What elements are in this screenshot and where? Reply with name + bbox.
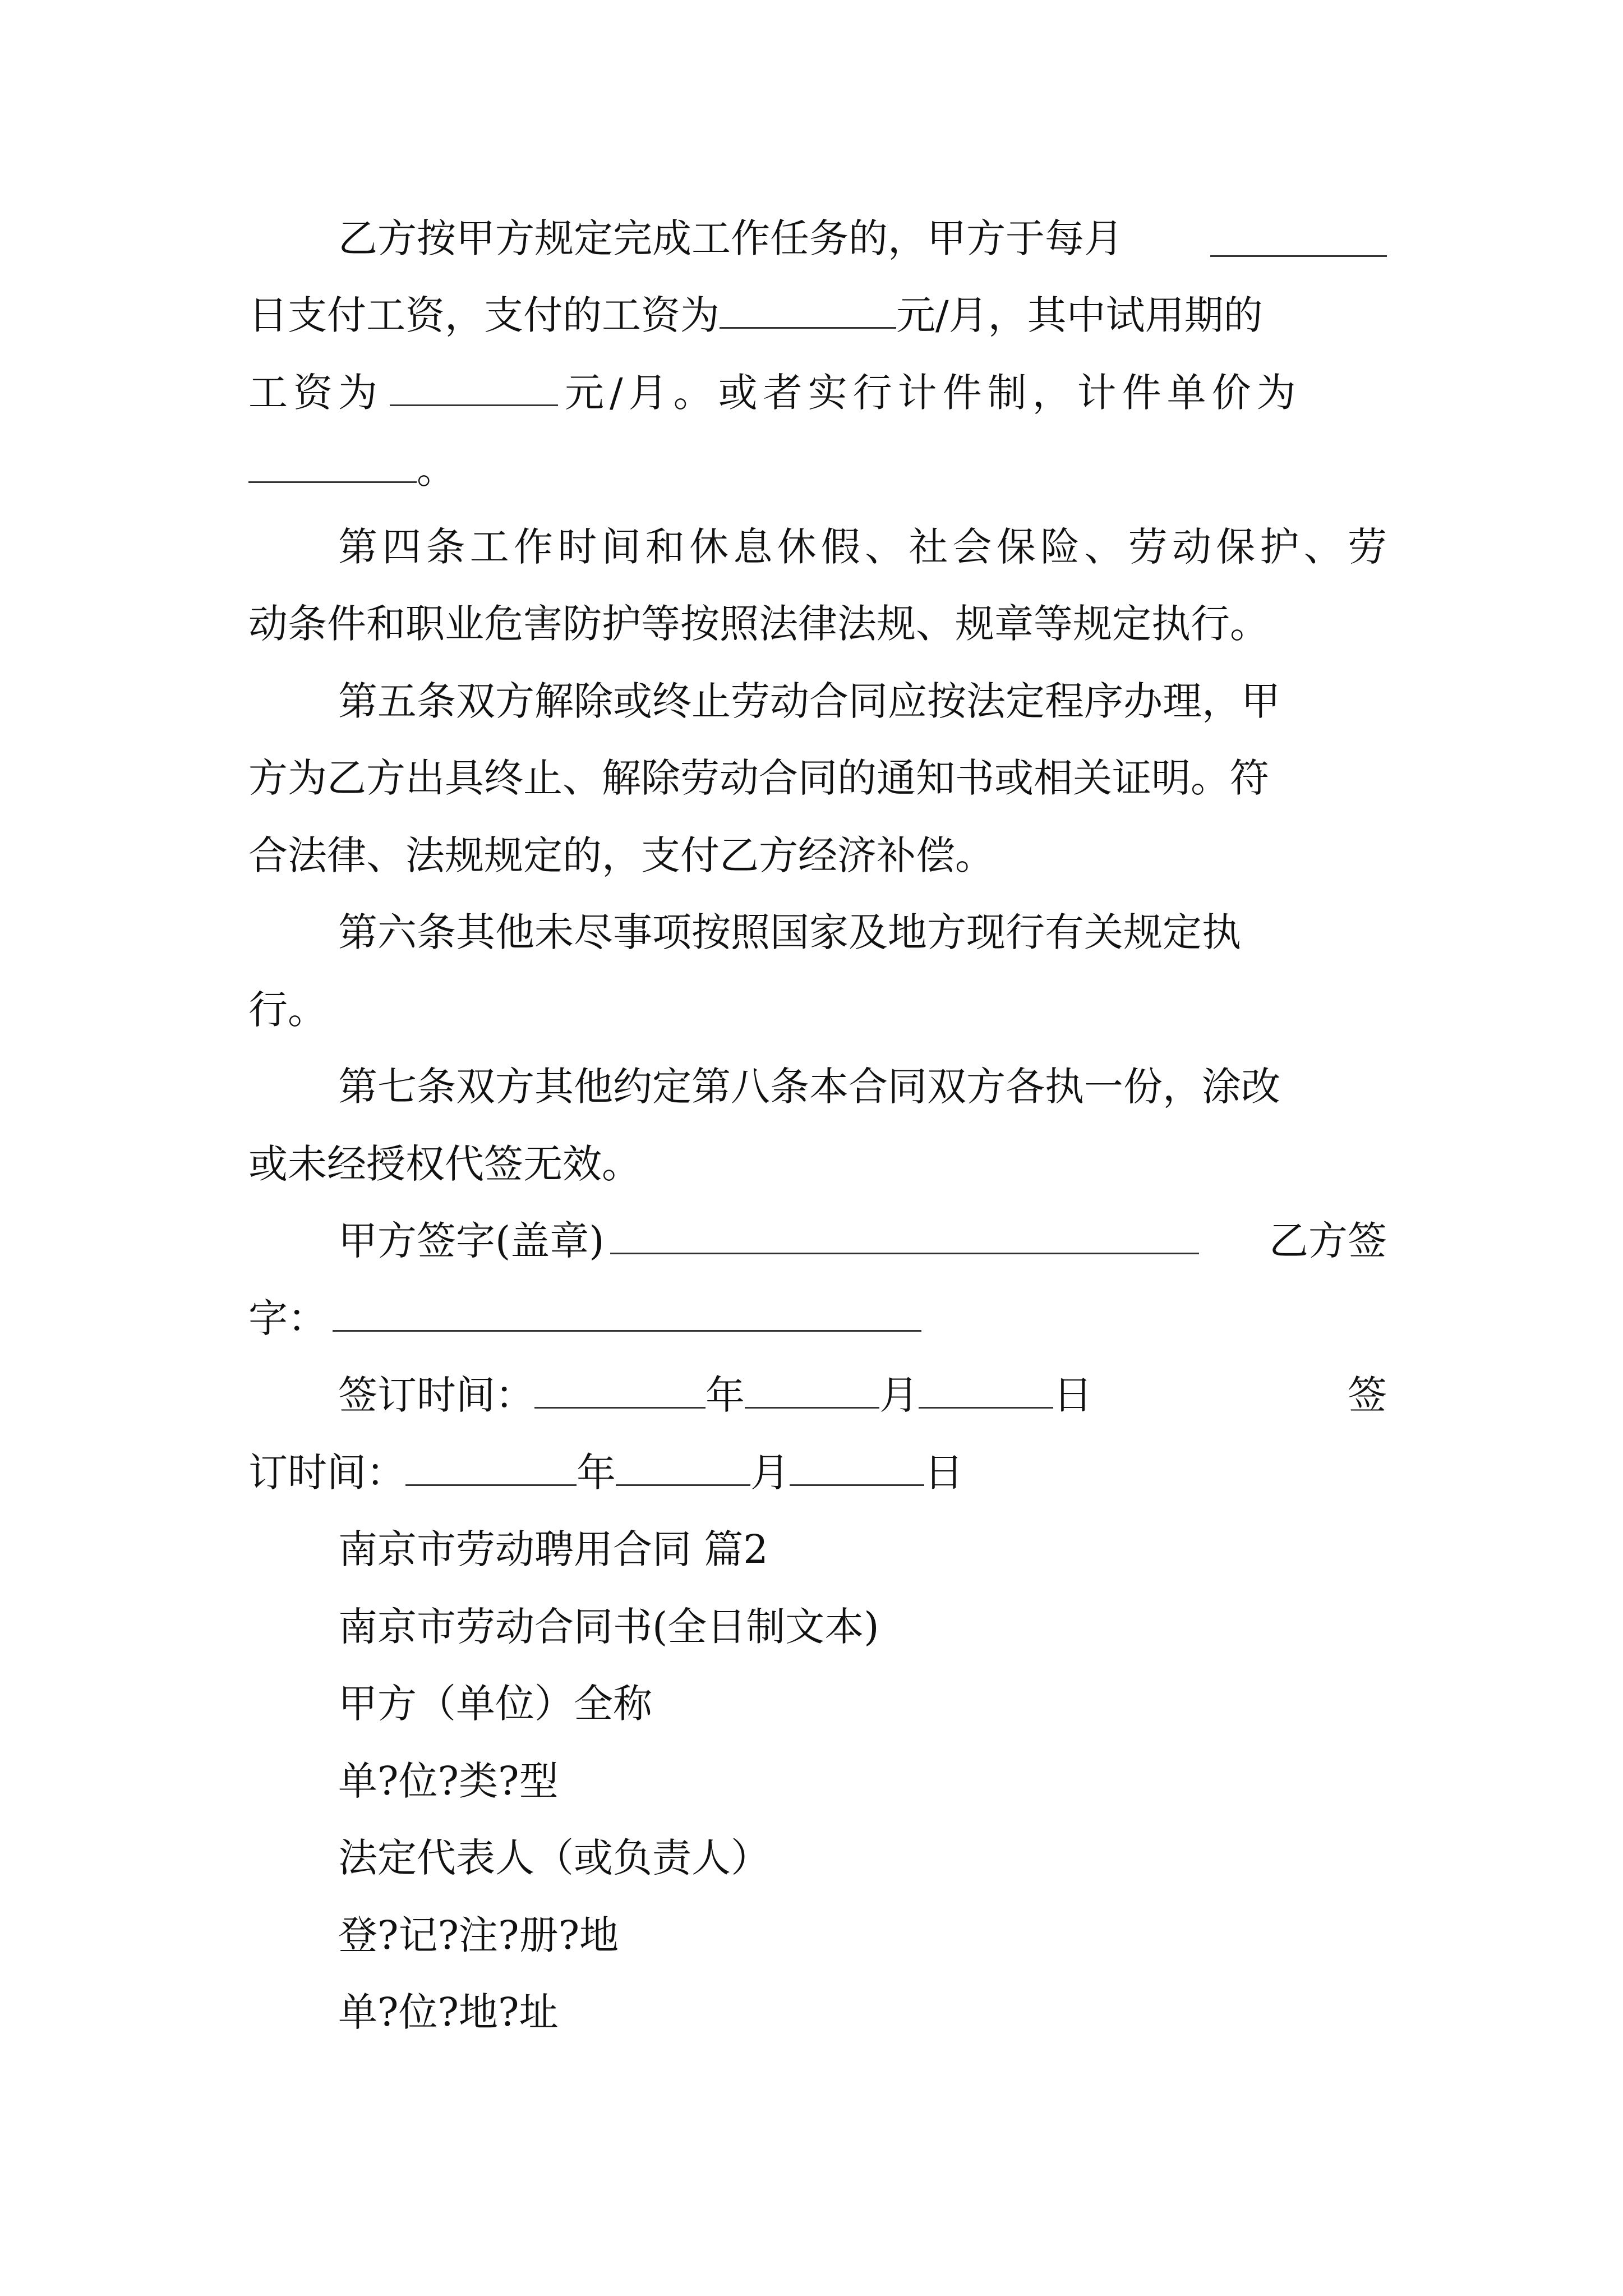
wage-line-2 — [248, 287, 1387, 343]
contract-title — [248, 1599, 1387, 1655]
party-a-signature-blank — [610, 1216, 1199, 1254]
piece-rate-blank — [248, 444, 417, 483]
field-unit-address-label: 单?位?地?址 — [338, 1989, 559, 2035]
field-employer-name-label: 甲方（单位）全称 — [338, 1681, 652, 1727]
article-6-text-2: 行。 — [248, 987, 327, 1033]
field-unit-type-label: 单?位?类?型 — [338, 1758, 559, 1804]
article-5-text-2: 方为乙方出具终止、解除劳动合同的通知书或相关证明。符 — [248, 755, 1269, 801]
party-a-signature-label: 甲方签字(盖章) — [338, 1218, 605, 1264]
day-label-a: 日 — [1053, 1372, 1092, 1418]
article-5-text-1: 第五条双方解除或终止劳动合同应按法定程序办理，甲 — [338, 678, 1280, 724]
article-5-line-3 — [248, 827, 1387, 884]
article-7-line-1 — [248, 1059, 1387, 1115]
party-b-signature-blank — [333, 1293, 921, 1332]
field-legal-representative-label: 法定代表人（或负责人） — [338, 1835, 770, 1881]
field-registration-place — [248, 1907, 1387, 1963]
year-label-b: 年 — [577, 1450, 616, 1496]
article-6-text-1: 第六条其他未尽事项按照国家及地方现行有关规定执 — [338, 909, 1241, 955]
article-4-text-1: 第四条工作时间和休息休假、社会保险、劳动保护、劳 — [338, 524, 1387, 570]
article-4-line-2 — [248, 596, 1387, 652]
signature-line-1 — [248, 1213, 1387, 1269]
article-5-line-1 — [248, 673, 1387, 729]
wage-text-2a: 日支付工资，支付的工资为 — [248, 292, 720, 338]
day-blank-b — [790, 1447, 924, 1486]
month-label-a: 月 — [879, 1372, 919, 1418]
wage-text-3a: 工资为 — [248, 370, 383, 416]
year-blank-a — [534, 1370, 706, 1409]
month-blank-a — [745, 1370, 879, 1409]
field-unit-type — [248, 1753, 1387, 1809]
party-b-signature-label: 乙方签 — [1269, 1218, 1387, 1264]
contract-title-text: 南京市劳动合同书(全日制文本) — [338, 1604, 879, 1650]
year-label-a: 年 — [706, 1372, 745, 1418]
sign-date-label-a: 签订时间： — [338, 1372, 534, 1418]
wage-line-4 — [248, 441, 1387, 498]
day-blank-a — [919, 1370, 1053, 1409]
article-6-line-1 — [248, 904, 1387, 960]
sign-date-label-b-start: 签 — [1348, 1372, 1387, 1418]
field-employer-name — [248, 1676, 1387, 1732]
signature-line-2 — [248, 1290, 1387, 1346]
section-title-text: 南京市劳动聘用合同 篇2 — [338, 1526, 768, 1572]
probation-wage-blank — [390, 367, 558, 406]
article-5-line-2 — [248, 750, 1387, 806]
article-6-line-2 — [248, 982, 1387, 1038]
sign-date-line-2 — [248, 1444, 1387, 1501]
section-title — [248, 1521, 1387, 1577]
field-legal-representative — [248, 1830, 1387, 1886]
month-label-b: 月 — [750, 1450, 790, 1496]
wage-line-3 — [248, 365, 1387, 421]
party-b-signature-label-cont: 字： — [248, 1295, 327, 1341]
wage-text-4: 。 — [417, 447, 456, 493]
sign-date-label-b: 订时间： — [248, 1450, 405, 1496]
article-7-text-1: 第七条双方其他约定第八条本合同双方各执一份，涂改 — [338, 1064, 1280, 1110]
field-unit-address — [248, 1984, 1387, 2040]
day-label-b: 日 — [924, 1450, 963, 1496]
year-blank-b — [405, 1447, 577, 1486]
wage-text-3b: 元/月。或者实行计件制，计件单价为 — [565, 370, 1302, 416]
article-7-text-2: 或未经授权代签无效。 — [248, 1141, 641, 1187]
pay-day-blank — [1210, 218, 1387, 257]
wage-text-1: 乙方按甲方规定完成工作任务的，甲方于每月 — [338, 215, 1123, 261]
article-7-line-2 — [248, 1136, 1387, 1192]
month-blank-b — [616, 1447, 750, 1486]
monthly-wage-blank — [720, 290, 896, 329]
wage-line-1 — [248, 210, 1387, 266]
sign-date-line-1 — [248, 1367, 1387, 1423]
field-registration-place-label: 登?记?注?册?地 — [338, 1912, 619, 1958]
article-4-line-1 — [248, 519, 1387, 575]
wage-text-2b: 元/月，其中试用期的 — [896, 292, 1263, 338]
article-5-text-3: 合法律、法规规定的，支付乙方经济补偿。 — [248, 832, 994, 878]
article-4-text-2: 动条件和职业危害防护等按照法律法规、规章等规定执行。 — [248, 601, 1269, 647]
